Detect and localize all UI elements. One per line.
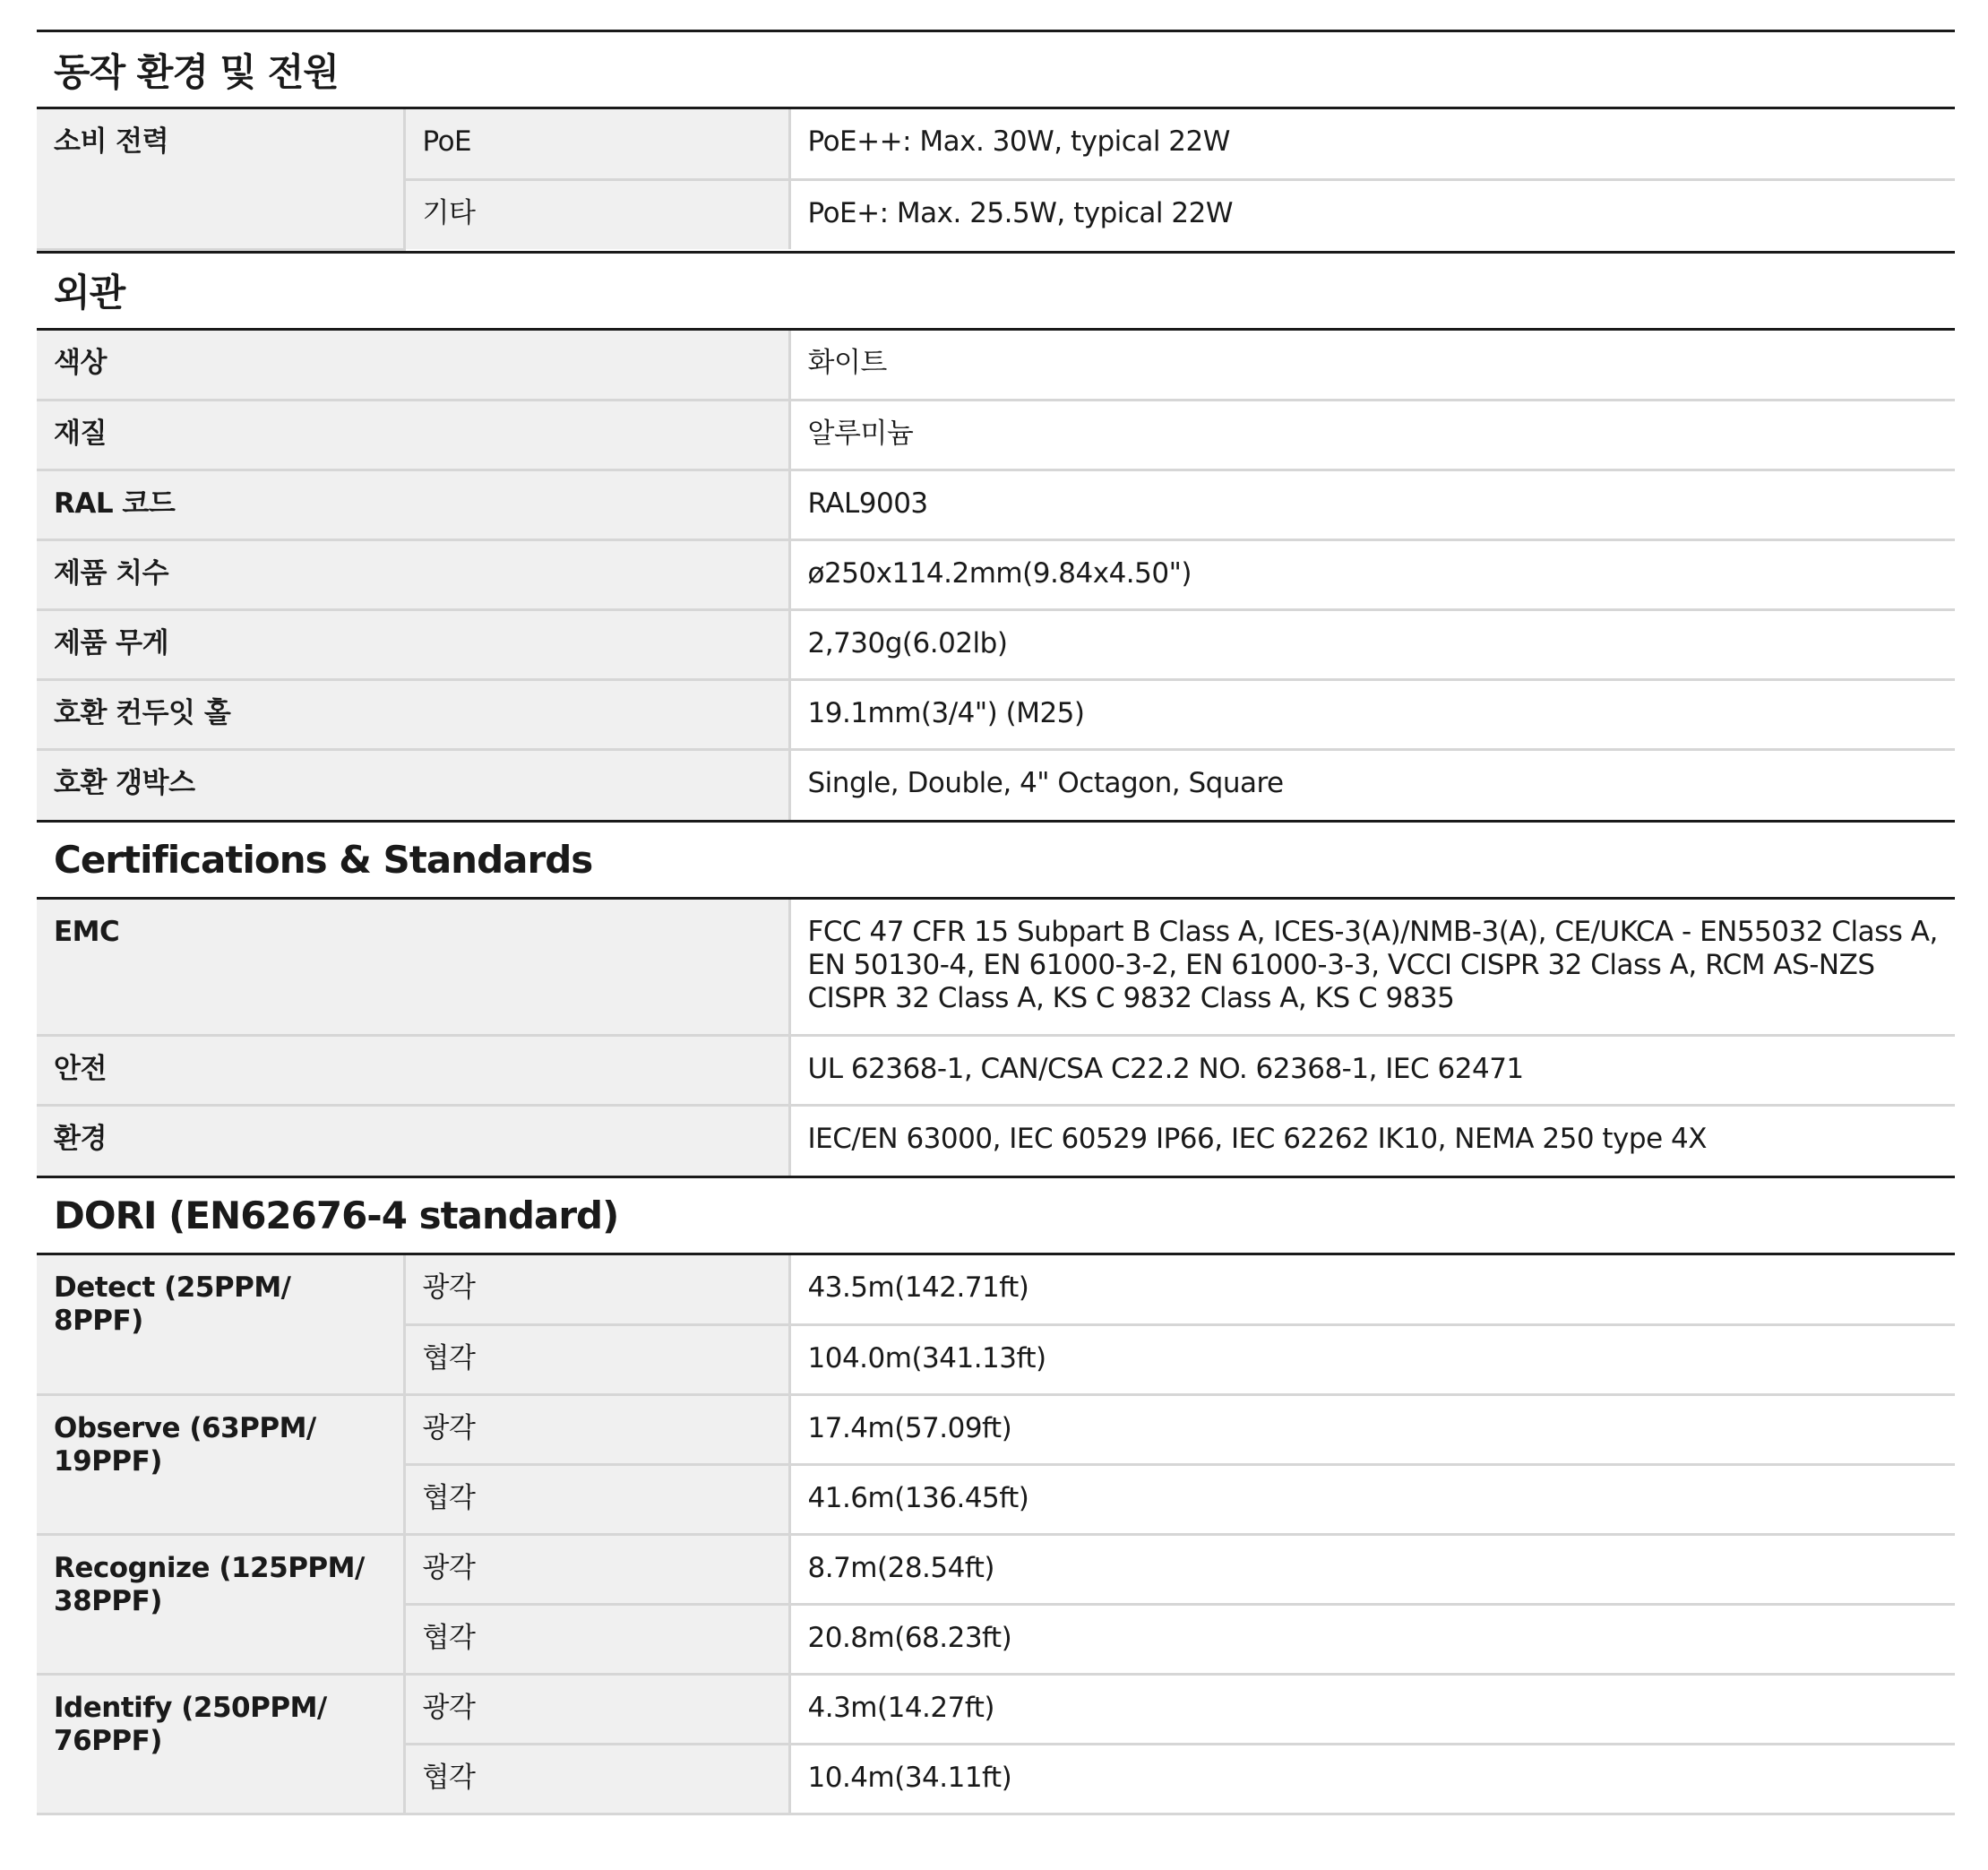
spec-label: Identify (250PPM/ 76PPF) — [37, 1675, 404, 1814]
table-row — [37, 1255, 1955, 1325]
spec-value: ø250x114.2mm(9.84x4.50") — [789, 540, 1955, 610]
table-row — [37, 1106, 1955, 1176]
spec-value: 2,730g(6.02lb) — [789, 610, 1955, 680]
table-row — [37, 750, 1955, 820]
spec-value: 10.4m(34.11ft) — [789, 1745, 1955, 1814]
spec-value: PoE+: Max. 25.5W, typical 22W — [789, 179, 1955, 249]
spec-label: 호환 컨두잇 홀 — [37, 680, 789, 750]
spec-sheet — [37, 30, 1955, 1815]
spec-sublabel: 광각 — [404, 1255, 789, 1325]
spec-label: Observe (63PPM/ 19PPF) — [37, 1395, 404, 1535]
spec-value: 104.0m(341.13ft) — [789, 1325, 1955, 1395]
section-title: Certifications & Standards — [37, 820, 1955, 900]
spec-value: PoE++: Max. 30W, typical 22W — [789, 109, 1955, 179]
spec-label: RAL 코드 — [37, 470, 789, 540]
spec-value: 4.3m(14.27ft) — [789, 1675, 1955, 1745]
spec-label: 소비 전력 — [37, 109, 404, 249]
spec-label: Detect (25PPM/ 8PPF) — [37, 1255, 404, 1395]
spec-label: 재질 — [37, 401, 789, 470]
spec-value: IEC/EN 63000, IEC 60529 IP66, IEC 62262 IK10, NEMA 250 type 4X — [789, 1106, 1955, 1176]
spec-sublabel: 광각 — [404, 1675, 789, 1745]
table-row — [37, 331, 1955, 401]
table-row — [37, 540, 1955, 610]
spec-value: Single, Double, 4" Octagon, Square — [789, 750, 1955, 820]
table-row — [37, 1535, 1955, 1605]
spec-sublabel: 광각 — [404, 1535, 789, 1605]
spec-sublabel: 광각 — [404, 1395, 789, 1465]
section-title: DORI (EN62676-4 standard) — [37, 1176, 1955, 1255]
spec-label: 환경 — [37, 1106, 789, 1176]
table-row — [37, 1675, 1955, 1745]
table-row — [37, 1395, 1955, 1465]
table-row — [37, 680, 1955, 750]
spec-value: FCC 47 CFR 15 Subpart B Class A, ICES-3(A)/NMB-3(A), CE/UKCA - EN55032 Class A, EN 50130-4, EN 61000-3-2, EN 61000-3-3, VCCI CISPR 32 Class A, RCM AS-NZS CISPR 32 Class A, KS C 9832 Class A, KS C 9835 — [789, 900, 1955, 1036]
spec-label: EMC — [37, 900, 789, 1036]
spec-sublabel: 협각 — [404, 1325, 789, 1395]
table-row — [37, 401, 1955, 470]
spec-sublabel: PoE — [404, 109, 789, 179]
spec-sublabel: 기타 — [404, 179, 789, 249]
spec-sublabel: 협각 — [404, 1745, 789, 1814]
spec-value: 19.1mm(3/4") (M25) — [789, 680, 1955, 750]
table-row — [37, 610, 1955, 680]
spec-label: Recognize (125PPM/ 38PPF) — [37, 1535, 404, 1675]
section-dori — [37, 1176, 1955, 1816]
spec-label: 안전 — [37, 1036, 789, 1106]
spec-table — [37, 109, 1955, 251]
spec-label: 제품 치수 — [37, 540, 789, 610]
spec-label: 색상 — [37, 331, 789, 401]
spec-value: 알루미늄 — [789, 401, 1955, 470]
spec-sublabel: 협각 — [404, 1465, 789, 1535]
table-row — [37, 900, 1955, 1036]
table-row — [37, 109, 1955, 179]
section-certifications — [37, 820, 1955, 1176]
spec-value: 43.5m(142.71ft) — [789, 1255, 1955, 1325]
spec-value: UL 62368-1, CAN/CSA C22.2 NO. 62368-1, IEC 62471 — [789, 1036, 1955, 1106]
spec-value: RAL9003 — [789, 470, 1955, 540]
spec-value: 17.4m(57.09ft) — [789, 1395, 1955, 1465]
table-row — [37, 1036, 1955, 1106]
section-title: 외관 — [37, 251, 1955, 331]
section-power — [37, 30, 1955, 251]
section-appearance — [37, 251, 1955, 820]
spec-sublabel: 협각 — [404, 1605, 789, 1675]
spec-value: 41.6m(136.45ft) — [789, 1465, 1955, 1535]
spec-value: 20.8m(68.23ft) — [789, 1605, 1955, 1675]
spec-value: 8.7m(28.54ft) — [789, 1535, 1955, 1605]
table-row — [37, 470, 1955, 540]
spec-table — [37, 331, 1955, 820]
spec-label: 호환 갱박스 — [37, 750, 789, 820]
spec-table — [37, 900, 1955, 1176]
spec-table — [37, 1255, 1955, 1816]
spec-value: 화이트 — [789, 331, 1955, 401]
section-title: 동작 환경 및 전원 — [37, 30, 1955, 109]
spec-label: 제품 무게 — [37, 610, 789, 680]
